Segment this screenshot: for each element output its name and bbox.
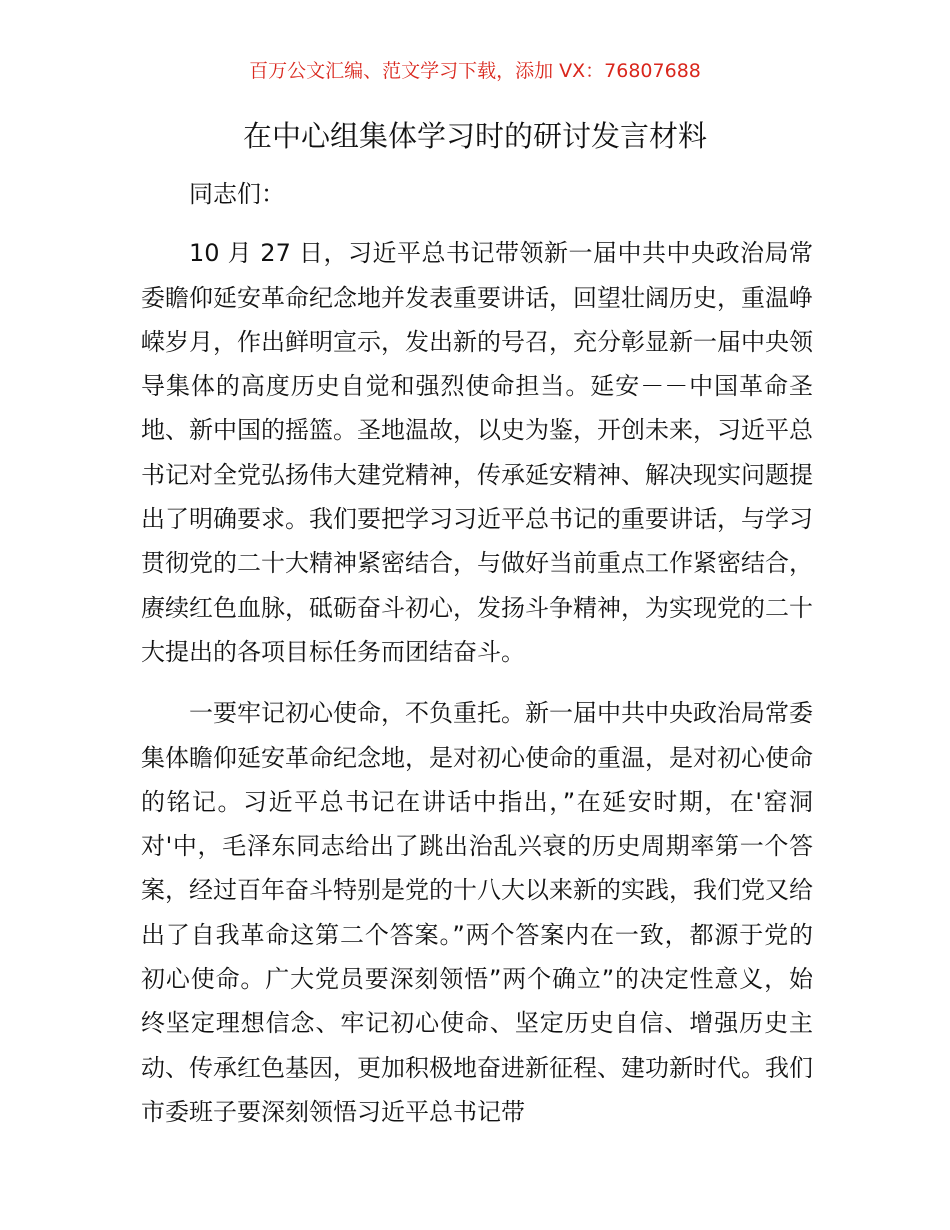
salutation: 同志们： [189, 180, 285, 208]
document-body [141, 172, 813, 1134]
paragraph: 一要牢记初心使命，不负重托。新一届中共中央政治局常委集体瞻仰延安革命纪念地，是对初心使命的重温，是对初心使命的铭记。习近平总书记在讲话中指出，”在延安时期，在'窑洞对'中，毛泽东同志给出了跳出治乱兴衰的历史周期率第一个答案，经过百年奋斗特别是党的十八大以来新的实践，我们党又给出了自我革命这第二个答案。”两个答案内在一致，都源于党的初心使命。广大党员要深刻领悟”两个确立”的决定性意义，始终坚定理想信念、牢记初心使命、坚定历史自信、增强历史主动、传承红色基因，更加积极地奋进新征程、建功新时代。我们市委班子要深刻领悟习近平总书记带 [141, 699, 813, 1126]
document-title: 在中心组集体学习时的研讨发言材料 [242, 119, 707, 153]
header-notice: 百万公文汇编、范文学习下载，添加 VX：76807688 [249, 60, 701, 82]
paragraph: 10 月 27 日，习近平总书记带领新一届中共中央政治局常委瞻仰延安革命纪念地并发表重要讲话，回望壮阔历史，重温峥嵘岁月，作出鲜明宣示，发出新的号召，充分彰显新一届中央领导集体的高度历史自觉和强烈使命担当。延安－－中国革命圣地、新中国的摇篮。圣地温故，以史为鉴，开创未来，习近平总书记对全党弘扬伟大建党精神，传承延安精神、解决现实问题提出了明确要求。我们要把学习习近平总书记的重要讲话，与学习贯彻党的二十大精神紧密结合，与做好当前重点工作紧密结合，赓续红色血脉，砥砺奋斗初心，发扬斗争精神，为实现党的二十大提出的各项目标任务而团结奋斗。 [141, 239, 813, 666]
